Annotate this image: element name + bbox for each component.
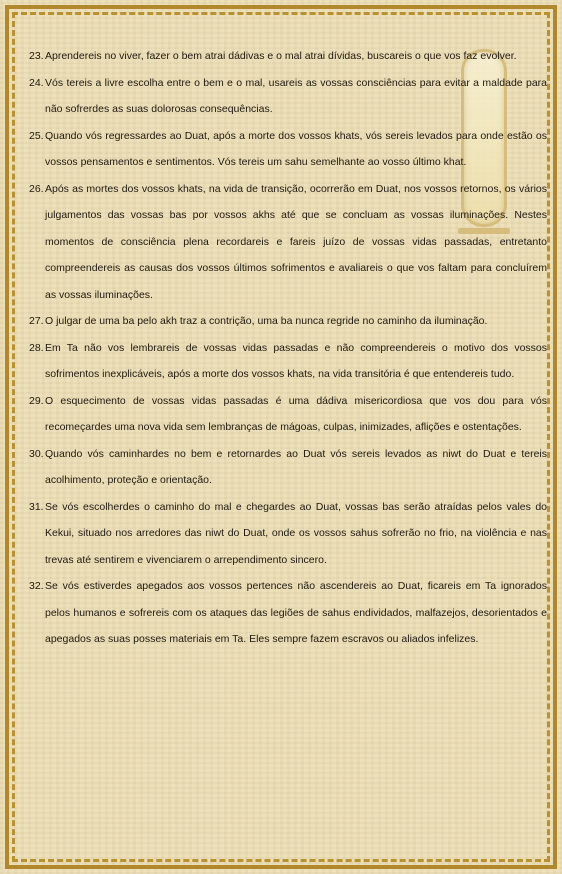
item-number: 31. [29,500,44,513]
item-text: O julgar de uma ba pelo akh traz a contrição, uma ba nunca regride no caminho da iluminação. [45,315,488,327]
item-number: 24. [29,76,44,89]
item-text: Em Ta não vos lembrareis de vossas vidas passadas e não compreendereis o motivo dos vossos sofrimentos inexplicáveis, após a morte dos vossos khats, na vida transitória é que entendereis tudo. [45,341,547,380]
item-text: Se vós estiverdes apegados aos vossos pertences não ascendereis ao Duat, ficareis em Ta ignorados pelos humanos e sofrereis com os ataques das legiões de sahus endividados, malfazejos, desorientados e apegados as suas posses materiais em Ta. Eles sempre fazem escravos ou aliados infelizes. [45,580,547,645]
list-item [29,43,547,70]
item-number: 32. [29,580,44,592]
list-item [29,441,547,494]
item-number: 29. [29,394,44,407]
list-item [29,494,547,574]
item-text: Aprendereis no viver, fazer o bem atrai dádivas e o mal atrai dívidas, buscareis o que vos faz evolver. [45,50,517,62]
item-number: 28. [29,341,44,354]
numbered-text-list [29,43,547,653]
item-number: 27. [29,315,44,327]
item-text: Vós tereis a livre escolha entre o bem e o mal, usareis as vossas consciências para evitar a maldade para não sofrerdes as suas dolorosas consequências. [45,76,547,115]
list-item [29,308,547,335]
list-item [29,70,547,123]
item-text: O esquecimento de vossas vidas passadas é uma dádiva misericordiosa que vos dou para vós recomeçardes uma nova vida sem lembranças de mágoas, culpas, inimizades, aflições e ostentações. [45,394,547,433]
item-number: 26. [29,182,44,195]
item-number: 23. [29,50,44,62]
list-item [29,123,547,176]
item-text: Se vós escolherdes o caminho do mal e chegardes ao Duat, vossas bas serão atraídas pelos vales do Kekui, situado nos arredores das niwt do Duat, onde os vossos sahus sofrerão no frio, na violência e nas trevas até sentirem e vivenciarem o arrependimento sincero. [45,500,547,566]
item-number: 30. [29,447,44,460]
item-number: 25. [29,129,44,142]
list-item [29,388,547,441]
item-text: Quando vós regressardes ao Duat, após a morte dos vossos khats, vós sereis levados para onde estão os vossos pensamentos e sentimentos. Vós tereis um sahu semelhante ao vosso último khat. [45,129,547,168]
list-item [29,176,547,309]
list-item [29,573,547,653]
item-text: Quando vós caminhardes no bem e retornardes ao Duat vós sereis levados as niwt do Duat e tereis acolhimento, proteção e orientação. [45,447,547,486]
list-item [29,335,547,388]
item-text: Após as mortes dos vossos khats, na vida de transição, ocorrerão em Duat, nos vossos retornos, os vários julgamentos das vossas bas por vossos akhs até que se concluam as vossas iluminações. Nestes momentos de consciência plena recordareis e fareis juízo de vossas vidas passadas, entretanto compreendereis as causas dos vossos últimos sofrimentos e avaliareis o que vos faltam para concluírem as vossas iluminações. [45,182,547,301]
